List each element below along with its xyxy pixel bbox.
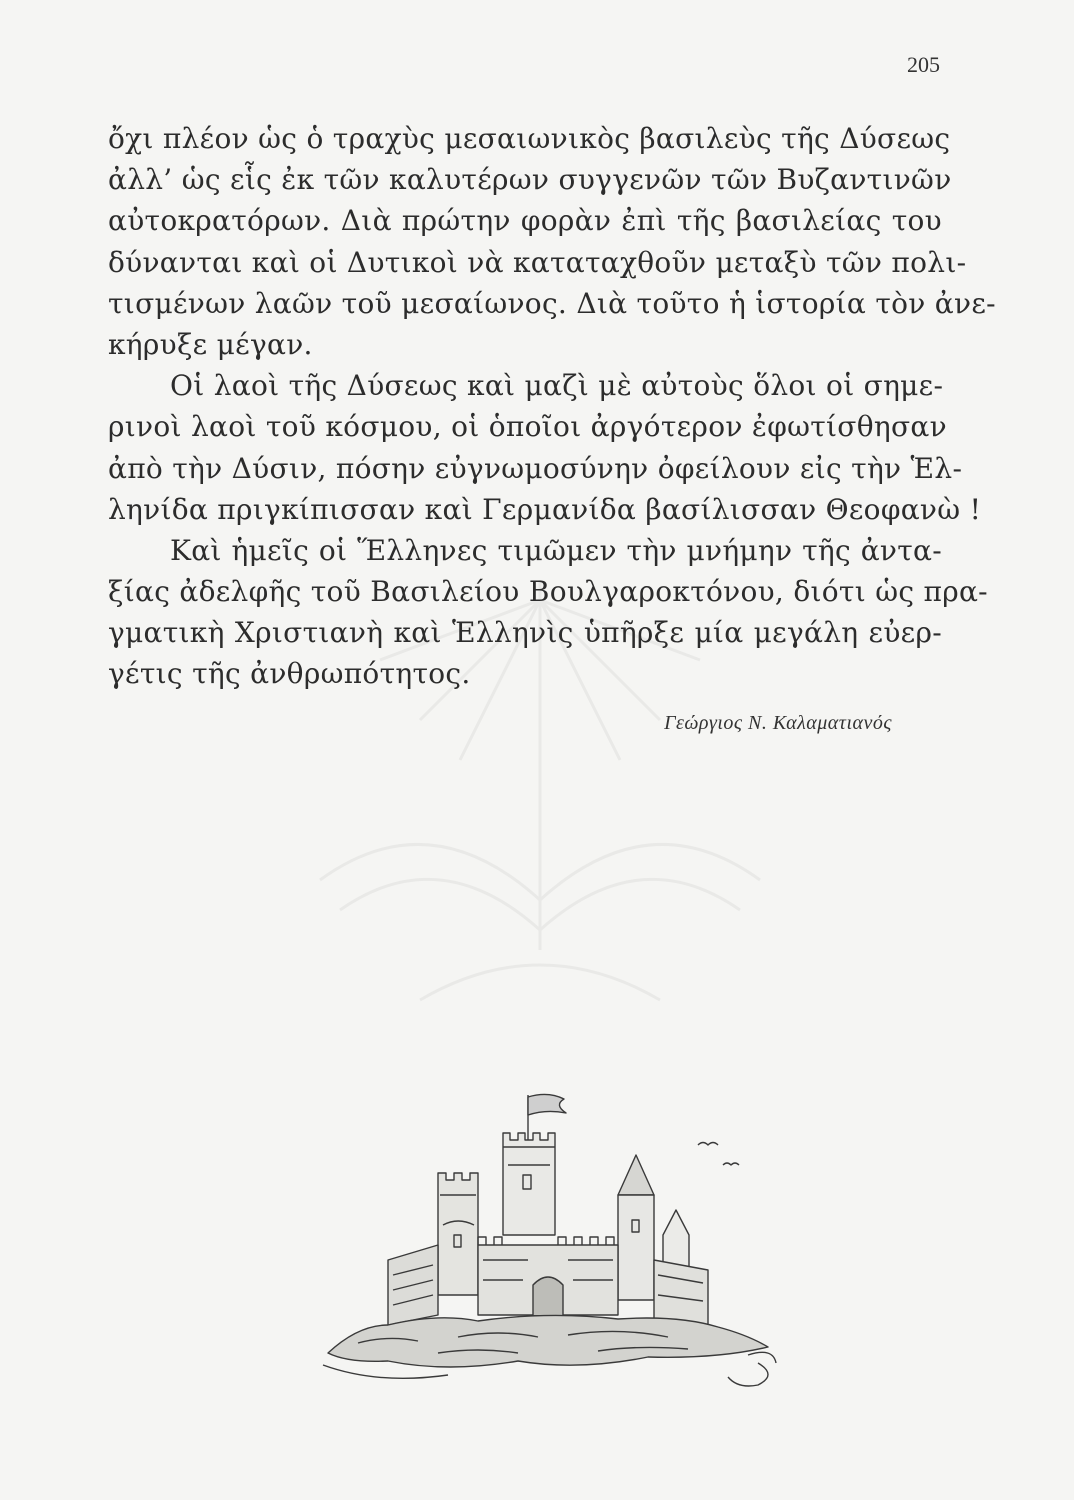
page-number: 205 (907, 52, 940, 77)
paragraph-2 (108, 365, 982, 530)
text-line: τισμένων λαῶν τοῦ μεσαίωνος. Διὰ τοῦτο ἡ ἱστορία τὸν ἀνε- (108, 286, 996, 320)
text-line: κήρυξε μέγαν. (108, 327, 313, 361)
text-line: ἀλλ’ ὡς εἷς ἐκ τῶν καλυτέρων συγγενῶν τῶν Βυζαντινῶν (108, 163, 952, 197)
text-line: γέτις τῆς ἀνθρωπότητος. (108, 657, 471, 691)
text-line: ρινοὶ λαοὶ τοῦ κόσμου, οἱ ὁποῖοι ἀργότερον ἐφωτίσθησαν (108, 410, 947, 444)
text-line: ὄχι πλέον ὡς ὁ τραχὺς μεσαιωνικὸς βασιλεὺς τῆς Δύσεως (108, 122, 951, 155)
paragraph-1 (108, 118, 996, 365)
rocky-hill (328, 1315, 768, 1367)
author-signature: Γεώργιος Ν. Καλαματιανός (664, 712, 892, 734)
text-line: Οἱ λαοὶ τῆς Δύσεως καὶ μαζὶ μὲ αὐτοὺς ὅλοι οἱ σημε- (170, 369, 944, 403)
castle-illustration (318, 1085, 778, 1395)
body-text (108, 118, 996, 695)
text-line: ξίας ἀδελφῆς τοῦ Βασιλείου Βουλγαροκτόνου, διότι ὡς πρα- (108, 575, 988, 609)
main-keep (503, 1133, 555, 1235)
text-line: γματικὴ Χριστιανὴ καὶ Ἑλληνὶς ὑπῆρξε μία μεγάλη εὐερ- (108, 616, 942, 650)
left-tower (438, 1173, 478, 1295)
text-line: αὐτοκρατόρων. Διὰ πρώτην φορὰν ἐπὶ τῆς βασιλείας του (108, 204, 942, 238)
text-line: Καὶ ἡμεῖς οἱ Ἕλληνες τιμῶμεν τὴν μνήμην τῆς ἀντα- (170, 533, 942, 567)
flag (528, 1094, 566, 1115)
right-tower-roof (618, 1155, 654, 1195)
text-line: δύνανται καὶ οἱ Δυτικοὶ νὰ καταταχθοῦν μεταξὺ τῶν πολι- (108, 245, 967, 279)
birds (698, 1143, 739, 1166)
paragraph-3 (108, 530, 988, 695)
text-line: ληνίδα πριγκίπισσαν καὶ Γερμανίδα βασίλισσαν Θεοφανὼ ! (108, 492, 982, 526)
castle-gate (533, 1277, 563, 1315)
right-tower (618, 1195, 654, 1300)
text-line: ἀπὸ τὴν Δύσιν, πόσην εὐγνωμοσύνην ὀφείλουν εἰς τὴν Ἑλ- (108, 451, 963, 485)
